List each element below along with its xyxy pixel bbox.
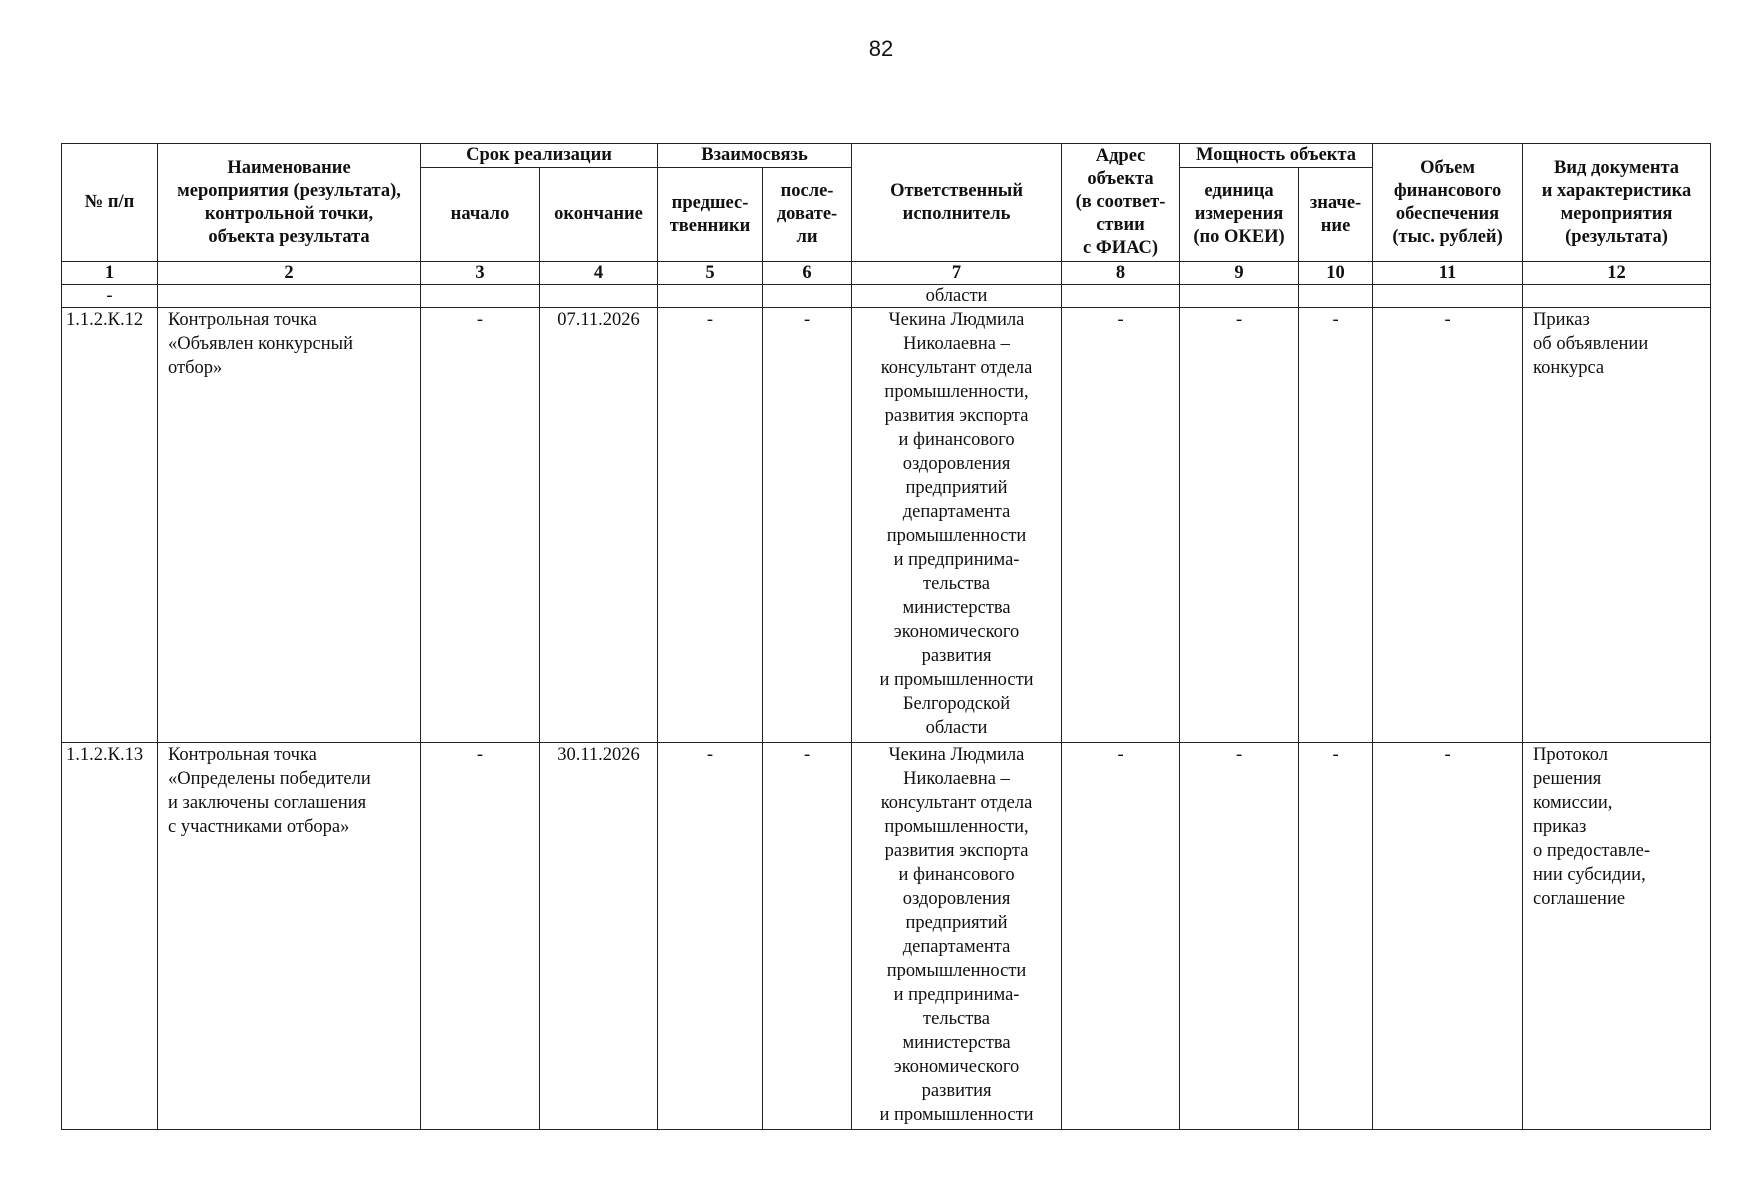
column-number: 5 bbox=[658, 262, 763, 285]
column-number: 3 bbox=[421, 262, 540, 285]
header-group-vzaimosvyaz: Взаимосвязь bbox=[658, 144, 852, 168]
table-row bbox=[62, 743, 1711, 1130]
row-end: 30.11.2026 bbox=[540, 743, 658, 1130]
header-group-moshchnost: Мощность объекта bbox=[1180, 144, 1373, 168]
header-number: № п/п bbox=[62, 144, 158, 262]
column-number: 1 bbox=[62, 262, 158, 285]
column-number: 2 bbox=[158, 262, 421, 285]
row-finance: - bbox=[1373, 743, 1523, 1130]
header-end: окончание bbox=[540, 168, 658, 262]
row-successors: - bbox=[763, 743, 852, 1130]
column-number: 4 bbox=[540, 262, 658, 285]
row-unit: - bbox=[1180, 743, 1299, 1130]
row-document: Протокол решения комиссии, приказ о предоставле- нии субсидии, соглашение bbox=[1523, 743, 1711, 1130]
column-number: 12 bbox=[1523, 262, 1711, 285]
row-successors: - bbox=[763, 308, 852, 743]
row-name: Контрольная точка «Объявлен конкурсный отбор» bbox=[158, 308, 421, 743]
row-name: Контрольная точка «Определены победители и заключены соглашения с участниками отбора» bbox=[158, 743, 421, 1130]
plan-table bbox=[61, 143, 1711, 1130]
page-number: 82 bbox=[868, 36, 894, 61]
column-number: 8 bbox=[1062, 262, 1180, 285]
row-address: - bbox=[1062, 308, 1180, 743]
continuation-cell: - bbox=[62, 285, 158, 308]
header-predecessors: предшес- твенники bbox=[658, 168, 763, 262]
row-start: - bbox=[421, 308, 540, 743]
continuation-row bbox=[62, 285, 1711, 308]
row-document: Приказ об объявлении конкурса bbox=[1523, 308, 1711, 743]
header-name: Наименование мероприятия (результата), контрольной точки, объекта результата bbox=[158, 144, 421, 262]
row-responsible: Чекина Людмила Николаевна – консультант отдела промышленности, развития экспорта и финансового оздоровления предприятий департамента промышленности и предпринима- тельства министерства экономического развития и промышленности bbox=[852, 743, 1062, 1130]
header-value: значе- ние bbox=[1299, 168, 1373, 262]
header-finance: Объем финансового обеспечения (тыс. рублей) bbox=[1373, 144, 1523, 262]
header-document: Вид документа и характеристика мероприятия (результата) bbox=[1523, 144, 1711, 262]
header-unit: единица измерения (по ОКЕИ) bbox=[1180, 168, 1299, 262]
column-number: 11 bbox=[1373, 262, 1523, 285]
column-number: 10 bbox=[1299, 262, 1373, 285]
continuation-responsible: области bbox=[852, 285, 1062, 308]
row-finance: - bbox=[1373, 308, 1523, 743]
column-number: 6 bbox=[763, 262, 852, 285]
row-end: 07.11.2026 bbox=[540, 308, 658, 743]
row-number: 1.1.2.К.12 bbox=[62, 308, 158, 743]
header-group-srok: Срок реализации bbox=[421, 144, 658, 168]
header-successors: после- довате- ли bbox=[763, 168, 852, 262]
column-number: 9 bbox=[1180, 262, 1299, 285]
row-value: - bbox=[1299, 743, 1373, 1130]
column-number: 7 bbox=[852, 262, 1062, 285]
row-value: - bbox=[1299, 308, 1373, 743]
row-unit: - bbox=[1180, 308, 1299, 743]
table-row bbox=[62, 308, 1711, 743]
header-responsible: Ответственный исполнитель bbox=[852, 144, 1062, 262]
header-address: Адрес объекта (в соответ- ствии с ФИАС) bbox=[1062, 144, 1180, 262]
header-start: начало bbox=[421, 168, 540, 262]
row-number: 1.1.2.К.13 bbox=[62, 743, 158, 1130]
column-numbers-row bbox=[62, 262, 1711, 285]
row-responsible: Чекина Людмила Николаевна – консультант отдела промышленности, развития экспорта и финансового оздоровления предприятий департамента промышленности и предпринима- тельства министерства экономического развития и промышленности Белгородской области bbox=[852, 308, 1062, 743]
row-predecessors: - bbox=[658, 308, 763, 743]
row-predecessors: - bbox=[658, 743, 763, 1130]
row-start: - bbox=[421, 743, 540, 1130]
row-address: - bbox=[1062, 743, 1180, 1130]
